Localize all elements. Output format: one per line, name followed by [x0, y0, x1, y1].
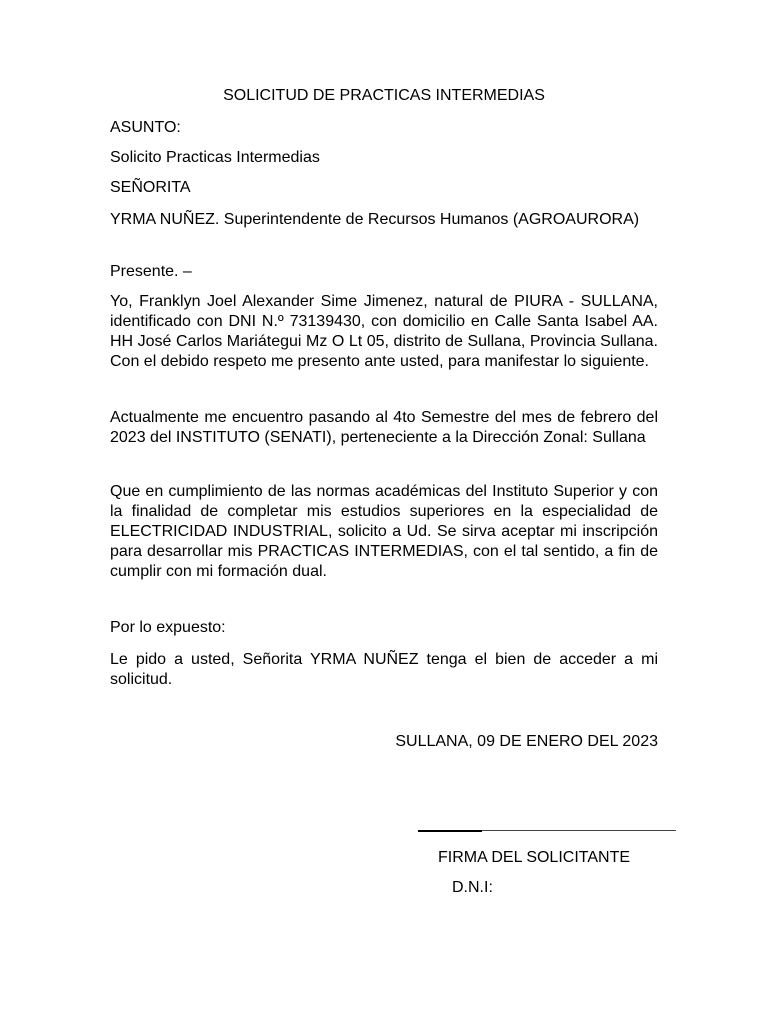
- place-date: SULLANA, 09 DE ENERO DEL 2023: [395, 733, 658, 750]
- signature-label: FIRMA DEL SOLICITANTE: [438, 849, 631, 866]
- paragraph-introduction: Yo, Franklyn Joel Alexander Sime Jimenez, natural de PIURA - SULLANA, identificado con DNI N.º 73139430, con domicilio en Calle Santa Isabel AA. HH José Carlos Mariátegui Mz O Lt 05, distrito de Sullana, Provincia Sullana. Con el debido respeto me presento ante usted, para manifestar lo siguiente.: [110, 293, 658, 370]
- paragraph-request: Que en cumplimiento de las normas académicas del Instituto Superior y con la finalidad de completar mis estudios superiores en la especialidad de ELECTRICIDAD INDUSTRIAL, solicito a Ud. Se sirva aceptar mi inscripción para desarrollar mis PRACTICAS INTERMEDIAS, con el tal sentido, a fin de cumplir con mi formación dual.: [110, 483, 658, 580]
- salutation: SEÑORITA: [110, 179, 191, 196]
- asunto-text: Solicito Practicas Intermedias: [110, 149, 320, 166]
- signature-line: [418, 830, 676, 831]
- signature-line-accent: [418, 830, 482, 832]
- presente: Presente. –: [110, 263, 192, 280]
- paragraph-current-status: Actualmente me encuentro pasando al 4to Semestre del mes de febrero del 2023 del INSTITUTO (SENATI), perteneciente a la Dirección Zonal: Sullana: [110, 409, 658, 446]
- recipient: YRMA NUÑEZ. Superintendente de Recursos Humanos (AGROAURORA): [110, 211, 640, 228]
- asunto-label: ASUNTO:: [110, 119, 181, 136]
- por-lo-expuesto: Por lo expuesto:: [110, 619, 226, 636]
- dni-label: D.N.I:: [452, 879, 493, 896]
- closing-request: Le pido a usted, Señorita YRMA NUÑEZ tenga el bien de acceder a mi solicitud.: [110, 651, 658, 688]
- document-title: SOLICITUD DE PRACTICAS INTERMEDIAS: [223, 87, 545, 104]
